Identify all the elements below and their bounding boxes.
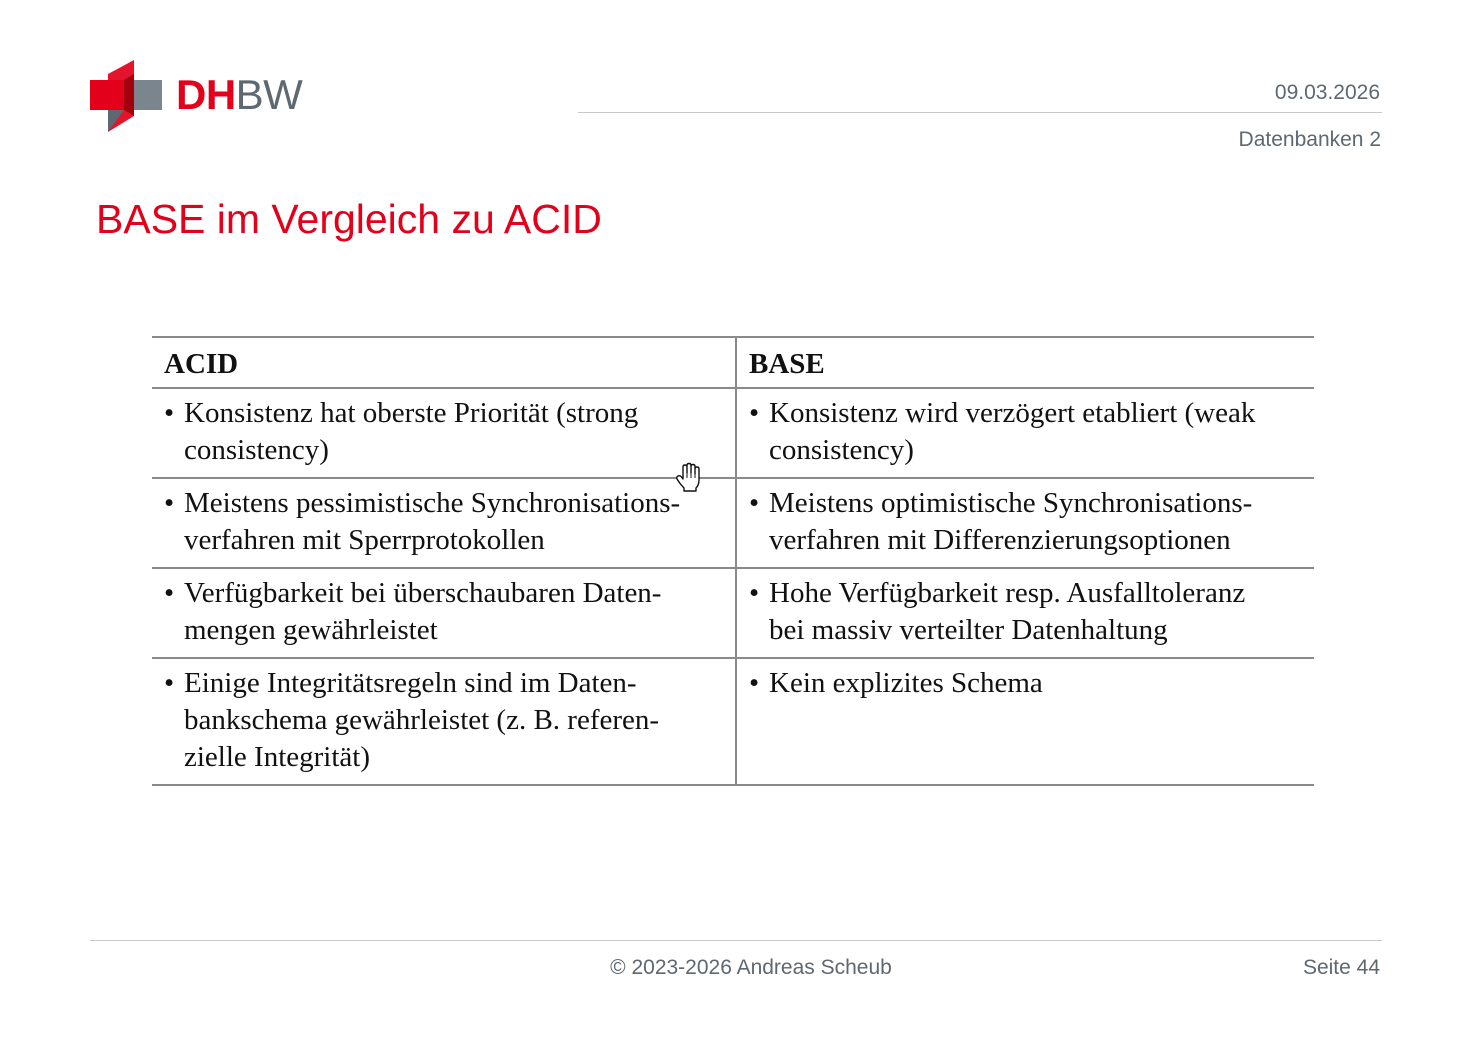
table-cell-acid <box>152 388 736 478</box>
table-cell-base <box>736 658 1314 785</box>
bullet: • <box>164 577 175 609</box>
table-row <box>152 478 1314 568</box>
dhbw-logo-icon <box>90 60 162 132</box>
bullet: • <box>749 487 760 519</box>
cell-text: Hohe Verfügbarkeit resp. Ausfalltoleranz bei massiv verteilter Datenhaltung <box>769 577 1246 646</box>
course-name: Datenbanken 2 <box>1238 128 1381 151</box>
table-row <box>152 568 1314 658</box>
footer-divider <box>90 940 1382 941</box>
dhbw-logo <box>90 60 305 132</box>
bullet: • <box>164 397 175 429</box>
table-cell-base <box>736 568 1314 658</box>
bullet: • <box>164 667 175 699</box>
table-cell-base <box>736 388 1314 478</box>
cell-text: Verfügbarkeit bei überschaubaren Daten- mengen gewährleistet <box>184 577 662 646</box>
bullet: • <box>164 487 175 519</box>
bullet: • <box>749 667 760 699</box>
cell-text: Konsistenz hat oberste Priorität (strong consistency) <box>184 397 639 466</box>
cell-text: Kein explizites Schema <box>769 667 1043 699</box>
table-row <box>152 388 1314 478</box>
cell-text: Einige Integritätsregeln sind im Daten- bankschema gewährleistet (z. B. referen- zielle Integrität) <box>184 667 660 773</box>
table-row <box>152 658 1314 785</box>
logo-text-dh: DH <box>176 71 236 118</box>
table-cell-acid <box>152 658 736 785</box>
column-header-acid: ACID <box>152 337 736 388</box>
table-cell-acid <box>152 568 736 658</box>
bullet: • <box>749 577 760 609</box>
slide-title: BASE im Vergleich zu ACID <box>96 196 602 242</box>
footer-copyright: © 2023-2026 Andreas Scheub <box>610 956 892 979</box>
hand-cursor-icon <box>672 461 704 493</box>
cell-text: Meistens optimistische Synchronisations- verfahren mit Differenzierungsoptionen <box>769 487 1253 556</box>
cell-text: Konsistenz wird verzögert etabliert (weak consistency) <box>769 397 1256 466</box>
bullet: • <box>749 397 760 429</box>
page-number: Seite 44 <box>1302 956 1380 979</box>
header-date: 09.03.2026 <box>1274 81 1380 104</box>
cell-text: Meistens pessimistische Synchronisations- verfahren mit Sperrprotokollen <box>184 487 681 556</box>
dhbw-logo-text <box>176 72 302 118</box>
comparison-table <box>152 336 1314 786</box>
header-divider <box>578 112 1382 113</box>
column-header-base: BASE <box>736 337 1314 388</box>
table-cell-acid <box>152 478 736 568</box>
logo-text-bw: BW <box>235 71 303 118</box>
table-header-row <box>152 337 1314 388</box>
table-cell-base <box>736 478 1314 568</box>
